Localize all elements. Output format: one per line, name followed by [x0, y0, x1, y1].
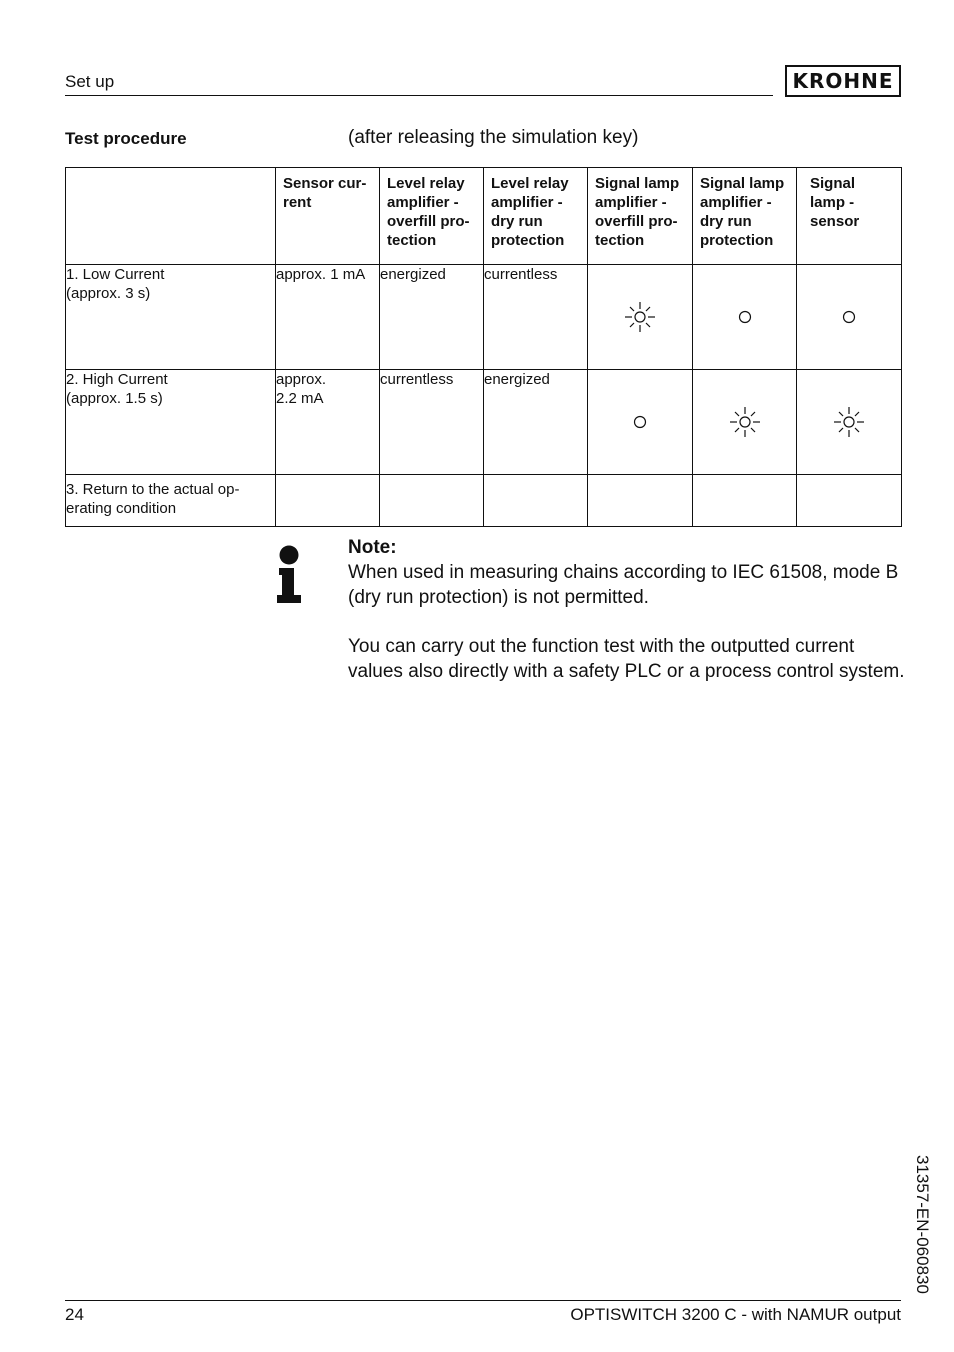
header-cell-empty [66, 168, 276, 265]
lamp-off-icon [632, 414, 648, 430]
header-sensor-current: Sensor cur- rent [276, 168, 380, 265]
lamp-lit-icon [729, 406, 761, 438]
section-title: Test procedure [65, 129, 187, 148]
lamp-overfill-cell [588, 370, 693, 475]
test-procedure-table [65, 167, 902, 527]
table-row [66, 370, 902, 475]
relay-overfill-cell: currentless [380, 370, 484, 475]
lamp-sensor-cell [797, 265, 902, 370]
lamp-sensor-cell [797, 475, 902, 527]
relay-dry-run-cell: energized [484, 370, 588, 475]
table-header-row [66, 168, 902, 265]
header-lamp-sensor: Signal lamp - sensor [797, 168, 902, 265]
document-number: 31357-EN-060830 [913, 1155, 932, 1294]
note-paragraph: You can carry out the function test with the outputted current values also directly with a safety PLC or a process control system. [348, 636, 905, 682]
relay-dry-run-cell: currentless [484, 265, 588, 370]
table-row [66, 265, 902, 370]
info-icon [276, 545, 302, 603]
header-lamp-overfill: Signal lamp amplifier - overfill pro- tection [588, 168, 693, 265]
sensor-current-cell: approx. 2.2 mA [276, 370, 380, 475]
row-label: 3. Return to the actual op- erating condition [66, 475, 276, 527]
relay-overfill-cell [380, 475, 484, 527]
header-relay-dry-run: Level relay amplifier - dry run protection [484, 168, 588, 265]
note-paragraph: When used in measuring chains according to IEC 61508, mode B (dry run protection) is not permitted. [348, 562, 899, 608]
page-number: 24 [65, 1305, 84, 1324]
lamp-dry-run-cell [693, 370, 797, 475]
product-name: OPTISWITCH 3200 C - with NAMUR output [570, 1305, 901, 1324]
lamp-sensor-cell [797, 370, 902, 475]
header-section-title: Set up [65, 72, 115, 91]
note-title: Note: [348, 537, 397, 558]
row-label: 1. Low Current (approx. 3 s) [66, 265, 276, 370]
lamp-overfill-cell [588, 475, 693, 527]
lamp-dry-run-cell [693, 265, 797, 370]
krohne-logo: KROHNE [785, 65, 901, 97]
header-lamp-dry-run: Signal lamp amplifier - dry run protection [693, 168, 797, 265]
table-row [66, 475, 902, 527]
note-body [348, 561, 908, 709]
lamp-lit-icon [833, 406, 865, 438]
lamp-overfill-cell [588, 265, 693, 370]
sensor-current-cell [276, 475, 380, 527]
lamp-lit-icon [624, 301, 656, 333]
relay-dry-run-cell [484, 475, 588, 527]
lamp-off-icon [841, 309, 857, 325]
lamp-dry-run-cell [693, 475, 797, 527]
section-subtitle: (after releasing the simulation key) [348, 127, 639, 148]
header-relay-overfill: Level relay amplifier - overfill pro- tection [380, 168, 484, 265]
row-label: 2. High Current (approx. 1.5 s) [66, 370, 276, 475]
sensor-current-cell: approx. 1 mA [276, 265, 380, 370]
lamp-off-icon [737, 309, 753, 325]
footer-rule [65, 1300, 901, 1301]
header-rule [65, 95, 773, 96]
relay-overfill-cell: energized [380, 265, 484, 370]
